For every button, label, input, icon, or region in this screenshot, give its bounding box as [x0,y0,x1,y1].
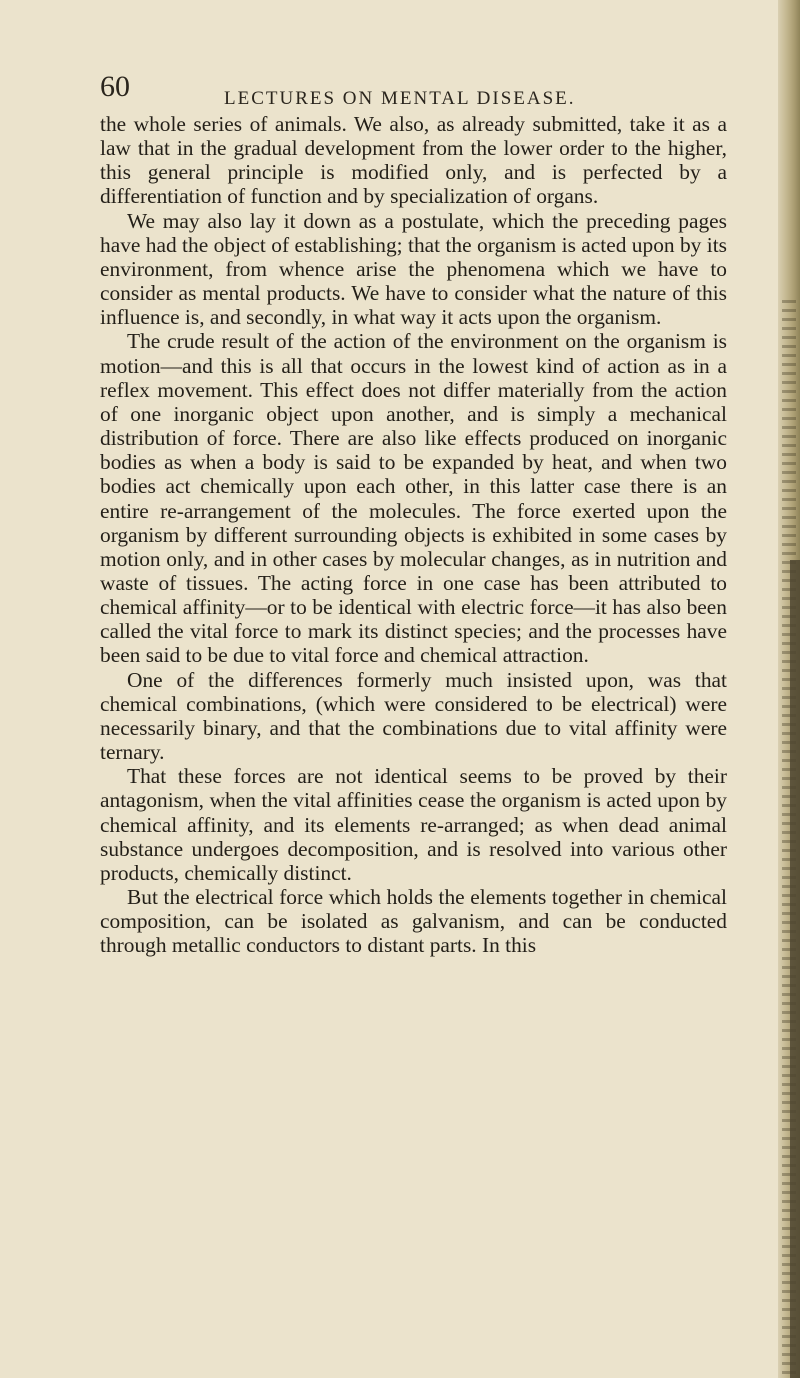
page-edge [778,0,800,1378]
paragraph: That these forces are not identical seems to be proved by their antagonism, when the vital affinities cease the organism is acted upon by chemical affinity, and its elements re-arranged; as when dead animal substance undergoes decomposition, and is resolved into various other products, chemically distinct. [100,764,727,885]
body-text [100,112,727,957]
running-head: LECTURES ON MENTAL DISEASE. [224,88,576,109]
paragraph: But the electrical force which holds the elements together in chemical composition, can be isolated as galvanism, and can be conducted through metallic conductors to distant parts. In this [100,885,727,958]
paragraph: We may also lay it down as a postulate, which the preceding pages have had the object of establishing; that the organism is acted upon by its environment, from whence arise the phenomena which we have to consider as mental products. We have to consider what the nature of this influence is, and secondly, in what way it acts upon the organism. [100,208,727,330]
paragraph: The crude result of the action of the environment on the organism is motion—and this is all that occurs in the lowest kind of action as in a reflex movement. This effect does not differ materially from the action of one inorganic object upon another, and is simply a mechanical distribution of force. There are also like effects produced on inorganic bodies as when a body is said to be expanded by heat, and when two bodies act chemically upon each other, in this latter case there is an entire re-arrangement of the molecules. The force exerted upon the organism by different surrounding objects is exhibited in some cases by motion only, and in other cases by molecular changes, as in nutrition and waste of tissues. The acting force in one case has been attributed to chemical affinity—or to be identical with electric force—it has also been called the vital force to mark its distinct species; and the processes have been said to be due to vital force and chemical attraction. [100,329,727,668]
page-number: 60 [100,70,130,103]
paragraph: the whole series of animals. We also, as already submitted, take it as a law that in the gradual development from the lower order to the higher, this general principle is modified only, and is perfected by a differentiation of function and by specialization of organs. [100,112,727,209]
page-header [100,72,780,112]
paragraph: One of the differences formerly much insisted upon, was that chemical combinations, (which were considered to be electrical) were necessarily binary, and that the combinations due to vital affinity were ternary. [100,667,727,765]
